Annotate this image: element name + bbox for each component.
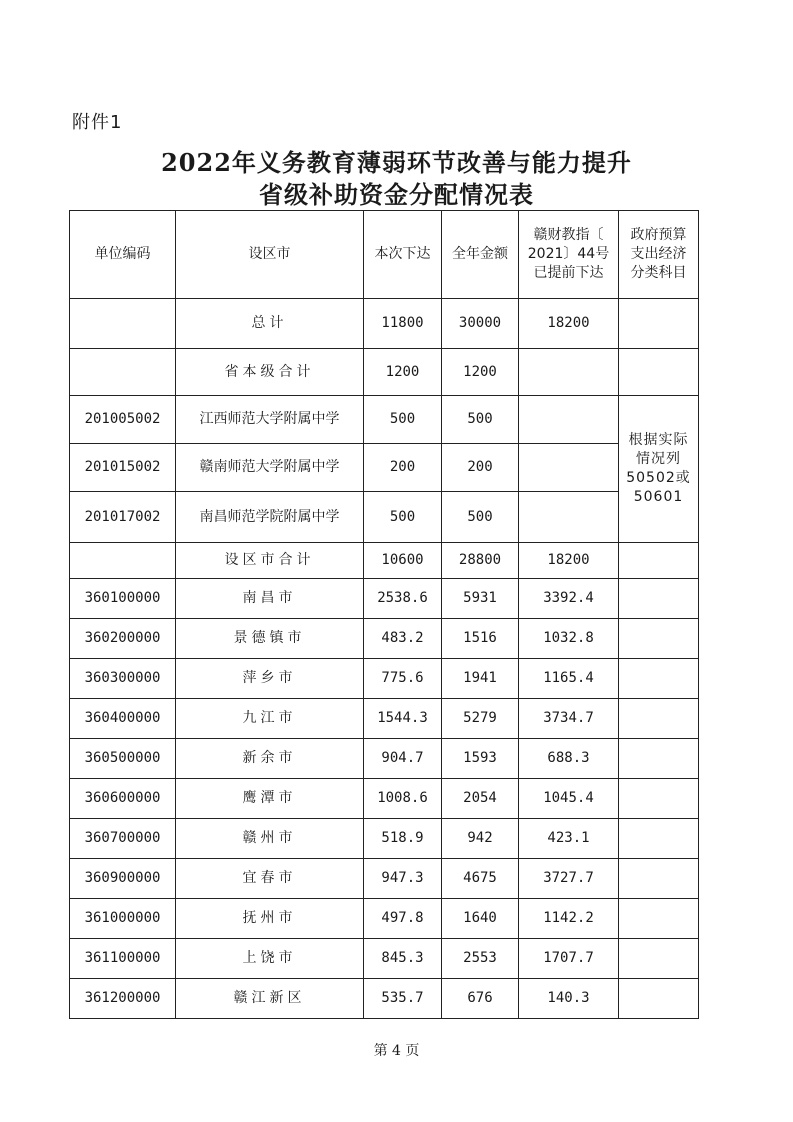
city-name: 赣州市 bbox=[176, 819, 364, 859]
city-code: 360400000 bbox=[70, 699, 176, 739]
city-category bbox=[619, 739, 699, 779]
city-name: 南昌市 bbox=[176, 579, 364, 619]
city-subtotal-advance: 18200 bbox=[519, 543, 619, 579]
city-current: 904.7 bbox=[364, 739, 442, 779]
document-title-line1: 2022年义务教育薄弱环节改善与能力提升 bbox=[161, 148, 632, 177]
city-subtotal-current: 10600 bbox=[364, 543, 442, 579]
total-label: 总计 bbox=[176, 299, 364, 349]
category-note: 根据实际 情况列 50502或 50601 bbox=[626, 432, 691, 505]
province-subtotal-advance bbox=[519, 349, 619, 396]
city-advance: 688.3 bbox=[519, 739, 619, 779]
province-subtotal-annual: 1200 bbox=[442, 349, 519, 396]
table-row bbox=[70, 492, 699, 543]
city-name: 九江市 bbox=[176, 699, 364, 739]
city-code: 360900000 bbox=[70, 859, 176, 899]
table-row bbox=[70, 619, 699, 659]
city-name: 宜春市 bbox=[176, 859, 364, 899]
school-annual: 500 bbox=[442, 396, 519, 444]
school-current: 500 bbox=[364, 396, 442, 444]
school-current: 500 bbox=[364, 492, 442, 543]
header-unit-code: 单位编码 bbox=[70, 211, 176, 299]
province-subtotal-current: 1200 bbox=[364, 349, 442, 396]
city-code: 360700000 bbox=[70, 819, 176, 859]
city-current: 483.2 bbox=[364, 619, 442, 659]
table-row bbox=[70, 779, 699, 819]
city-subtotal-row bbox=[70, 543, 699, 579]
province-subtotal-code bbox=[70, 349, 176, 396]
school-annual: 200 bbox=[442, 444, 519, 492]
city-advance: 1707.7 bbox=[519, 939, 619, 979]
city-code: 360100000 bbox=[70, 579, 176, 619]
city-code: 360500000 bbox=[70, 739, 176, 779]
total-annual: 30000 bbox=[442, 299, 519, 349]
city-annual: 4675 bbox=[442, 859, 519, 899]
school-name: 江西师范大学附属中学 bbox=[176, 396, 364, 444]
city-code: 361200000 bbox=[70, 979, 176, 1019]
header-category-text: 政府预算 支出经济 分类科目 bbox=[630, 227, 687, 281]
school-annual: 500 bbox=[442, 492, 519, 543]
city-annual: 942 bbox=[442, 819, 519, 859]
total-row bbox=[70, 299, 699, 349]
city-annual: 2054 bbox=[442, 779, 519, 819]
city-annual: 5931 bbox=[442, 579, 519, 619]
header-region: 设区市 bbox=[176, 211, 364, 299]
city-annual: 2553 bbox=[442, 939, 519, 979]
school-advance bbox=[519, 492, 619, 543]
table-row bbox=[70, 939, 699, 979]
table-row bbox=[70, 659, 699, 699]
city-category bbox=[619, 779, 699, 819]
city-name: 鹰潭市 bbox=[176, 779, 364, 819]
city-advance: 1032.8 bbox=[519, 619, 619, 659]
city-category bbox=[619, 819, 699, 859]
page-number: 第 4 页 bbox=[373, 1043, 420, 1059]
city-current: 775.6 bbox=[364, 659, 442, 699]
header-advance-text: 赣财教指〔 2021〕44号 已提前下达 bbox=[527, 227, 610, 281]
city-current: 518.9 bbox=[364, 819, 442, 859]
total-current: 11800 bbox=[364, 299, 442, 349]
table-row bbox=[70, 739, 699, 779]
city-category bbox=[619, 899, 699, 939]
total-advance: 18200 bbox=[519, 299, 619, 349]
province-subtotal-category bbox=[619, 349, 699, 396]
total-code bbox=[70, 299, 176, 349]
city-advance: 1142.2 bbox=[519, 899, 619, 939]
city-current: 2538.6 bbox=[364, 579, 442, 619]
city-annual: 5279 bbox=[442, 699, 519, 739]
city-advance: 1165.4 bbox=[519, 659, 619, 699]
city-name: 新余市 bbox=[176, 739, 364, 779]
school-code: 201015002 bbox=[70, 444, 176, 492]
city-advance: 3392.4 bbox=[519, 579, 619, 619]
city-category bbox=[619, 699, 699, 739]
header-annual-amount: 全年金额 bbox=[442, 211, 519, 299]
city-name: 赣江新区 bbox=[176, 979, 364, 1019]
school-code: 201017002 bbox=[70, 492, 176, 543]
city-category bbox=[619, 979, 699, 1019]
school-current: 200 bbox=[364, 444, 442, 492]
city-annual: 1593 bbox=[442, 739, 519, 779]
table-row bbox=[70, 444, 699, 492]
city-current: 845.3 bbox=[364, 939, 442, 979]
school-name: 南昌师范学院附属中学 bbox=[176, 492, 364, 543]
school-code: 201005002 bbox=[70, 396, 176, 444]
city-advance: 1045.4 bbox=[519, 779, 619, 819]
city-name: 萍乡市 bbox=[176, 659, 364, 699]
city-annual: 1640 bbox=[442, 899, 519, 939]
city-current: 497.8 bbox=[364, 899, 442, 939]
category-note-cell bbox=[619, 396, 699, 543]
city-advance: 3734.7 bbox=[519, 699, 619, 739]
table-row bbox=[70, 579, 699, 619]
city-name: 抚州市 bbox=[176, 899, 364, 939]
city-code: 361000000 bbox=[70, 899, 176, 939]
city-code: 361100000 bbox=[70, 939, 176, 979]
header-current-amount: 本次下达 bbox=[364, 211, 442, 299]
province-subtotal-row bbox=[70, 349, 699, 396]
total-category bbox=[619, 299, 699, 349]
city-current: 535.7 bbox=[364, 979, 442, 1019]
table-row bbox=[70, 699, 699, 739]
school-advance bbox=[519, 444, 619, 492]
table-row bbox=[70, 396, 699, 444]
city-name: 景德镇市 bbox=[176, 619, 364, 659]
city-category bbox=[619, 579, 699, 619]
table-row bbox=[70, 899, 699, 939]
city-code: 360200000 bbox=[70, 619, 176, 659]
city-code: 360300000 bbox=[70, 659, 176, 699]
province-subtotal-label: 省本级合计 bbox=[176, 349, 364, 396]
attachment-label: 附件1 bbox=[72, 112, 123, 133]
city-category bbox=[619, 859, 699, 899]
table-header-row bbox=[70, 211, 699, 299]
city-category bbox=[619, 659, 699, 699]
document-title-line2: 省级补助资金分配情况表 bbox=[259, 180, 534, 209]
city-advance: 140.3 bbox=[519, 979, 619, 1019]
city-advance: 3727.7 bbox=[519, 859, 619, 899]
city-current: 1544.3 bbox=[364, 699, 442, 739]
header-budget-category bbox=[619, 211, 699, 299]
allocation-table bbox=[69, 210, 699, 1019]
header-advance-amount bbox=[519, 211, 619, 299]
city-annual: 1941 bbox=[442, 659, 519, 699]
city-subtotal-label: 设区市合计 bbox=[176, 543, 364, 579]
city-subtotal-annual: 28800 bbox=[442, 543, 519, 579]
school-name: 赣南师范大学附属中学 bbox=[176, 444, 364, 492]
city-subtotal-category bbox=[619, 543, 699, 579]
city-category bbox=[619, 619, 699, 659]
table-row bbox=[70, 819, 699, 859]
city-annual: 676 bbox=[442, 979, 519, 1019]
table-row bbox=[70, 979, 699, 1019]
table-row bbox=[70, 859, 699, 899]
school-advance bbox=[519, 396, 619, 444]
city-annual: 1516 bbox=[442, 619, 519, 659]
city-category bbox=[619, 939, 699, 979]
city-advance: 423.1 bbox=[519, 819, 619, 859]
city-current: 947.3 bbox=[364, 859, 442, 899]
city-code: 360600000 bbox=[70, 779, 176, 819]
city-name: 上饶市 bbox=[176, 939, 364, 979]
city-subtotal-code bbox=[70, 543, 176, 579]
city-current: 1008.6 bbox=[364, 779, 442, 819]
